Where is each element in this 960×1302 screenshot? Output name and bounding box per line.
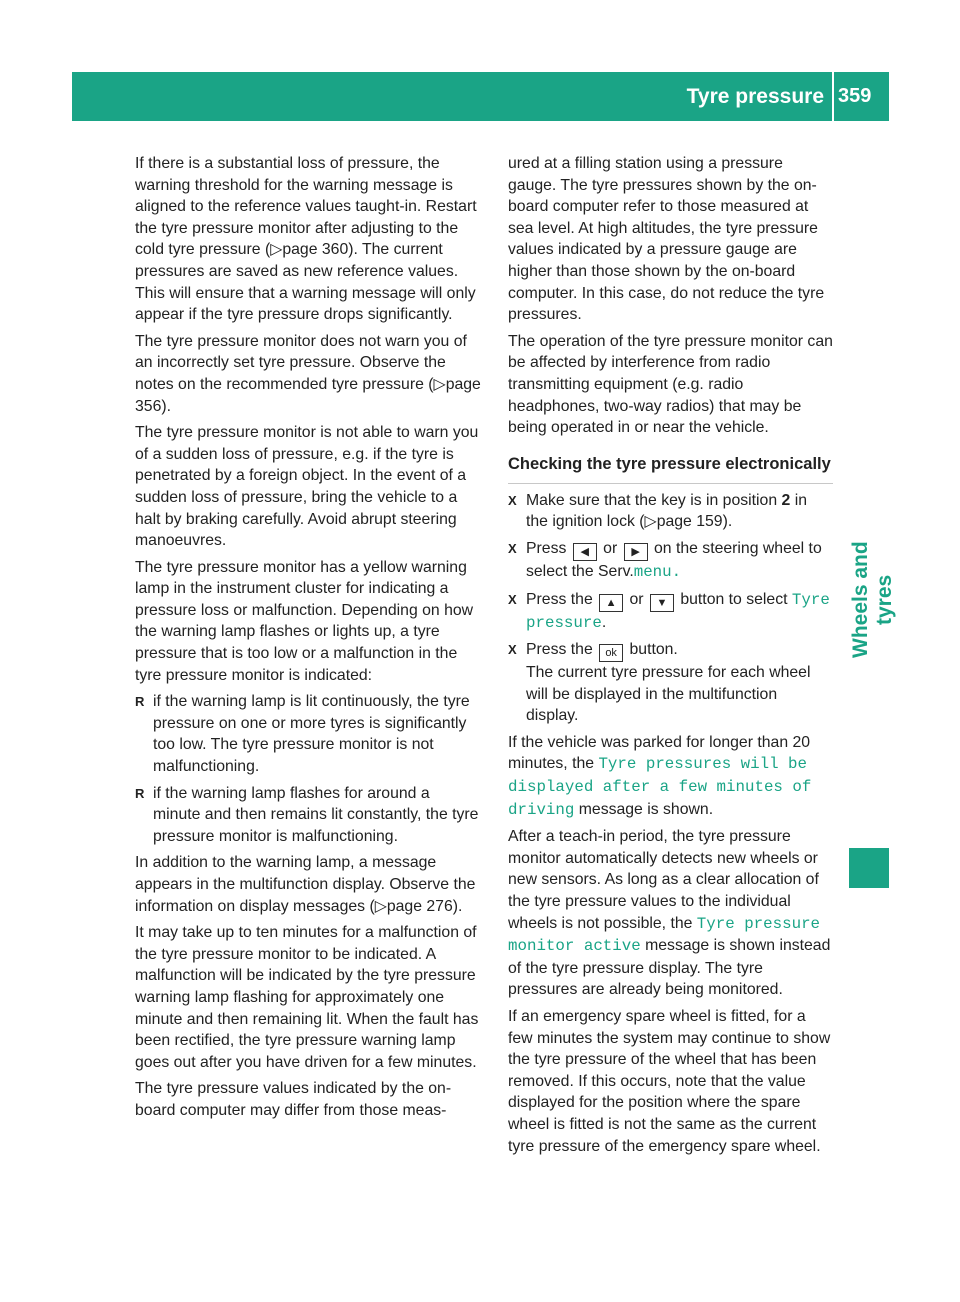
step-item: X Make sure that the key is in position 2 in the ignition lock (▷page 159). [508, 491, 807, 531]
section-tab: Wheels and tyres [849, 541, 896, 659]
step-arrow-icon: X [508, 492, 517, 508]
step-arrow-icon: X [508, 642, 517, 658]
page-ref-icon: ▷ [270, 241, 283, 259]
paragraph: The tyre pressure monitor is not able to warn you of a sudden loss of pressure, e.g. if the tyre is penetrated by a foreign object. In the event of a sudden loss of pressure, bring the vehicle to a halt by braking carefully. Avoid abrupt steering manoeuvres. [135, 424, 479, 550]
step-list [508, 490, 833, 727]
right-column [508, 153, 833, 1162]
paragraph: The operation of the tyre pressure monitor can be affected by interference from radio transmitting equipment (e.g. radio headphones, two-way radios) that may be being operated in or near the vehicle. [508, 332, 833, 437]
step-item: X Press the ok button. The current tyre pressure for each wheel will be displayed in the multifunction display. [508, 641, 811, 725]
step-item: X Press ◀ or ▶ on the steering wheel to select the Serv.menu. [508, 539, 822, 581]
bullet-icon: R [135, 785, 145, 801]
paragraph: ured at a filling station using a pressure gauge. The tyre pressures shown by the on-board computer refer to those measured at sea level. At high altitudes, the tyre pressure values indicated by a pressure gauge are higher than those shown by the on-board computer. In this case, do not reduce the tyre pressures. [508, 155, 825, 324]
list-item: R if the warning lamp flashes for around a minute and then remains lit constantly, the tyre pressure monitor is malfunctioning. [135, 784, 479, 845]
section-heading: Checking the tyre pressure electronically [508, 453, 833, 484]
step-item: X Press the ▲ or ▼ button to select Tyre pressure. [508, 590, 830, 632]
left-column [135, 153, 481, 1127]
page-ref-icon: ▷ [374, 897, 387, 915]
paragraph: It may take up to ten minutes for a malfunction of the tyre pressure monitor to be indicated. A malfunction will be indicated by the tyre pressure warning lamp flashing for approximately one minute and then remaining lit. When the fault has been rectified, the tyre pressure warning lamp goes out after you have driven for a few minutes. [135, 924, 479, 1071]
paragraph: If the vehicle was parked for longer than 20 minutes, the Tyre pressures will be displayed after a few minutes of driving message is shown. [508, 733, 812, 819]
left-key-icon: ◀ [573, 543, 597, 561]
paragraph: The tyre pressure monitor does not warn you of an incorrectly set tyre pressure. Observe the notes on the recommended tyre pressure (▷page 356). [135, 332, 481, 415]
paragraph: The tyre pressure monitor has a yellow warning lamp in the instrument cluster for indicating a pressure loss or malfunction. Depending on how the warning lamp flashes or lights up, a tyre pressure that is too low or a malfunction in the tyre pressure monitor is indicated: [135, 558, 474, 684]
paragraph: After a teach-in period, the tyre pressure monitor automatically detects new wheels or new sensors. As long as a clear allocation of the tyre pressure values to the individual wheels is not possible, the Tyre pressure monitor active message is shown instead of the tyre pressure display. The tyre pressures are already being monitored. [508, 828, 831, 999]
paragraph: If there is a substantial loss of pressure, the warning threshold for the warning message is aligned to the reference values taught-in. Restart the tyre pressure monitor after adjusting to the cold tyre pressure (▷page 360). The current pressures are saved as new reference values. This will ensure that a warning message will only appear if the tyre pressure drops significantly. [135, 155, 477, 324]
step-arrow-icon: X [508, 540, 517, 556]
section-marker [849, 848, 889, 888]
page-ref-icon: ▷ [644, 513, 657, 531]
paragraph: The tyre pressure values indicated by the on-board computer may differ from those meas- [135, 1080, 452, 1119]
paragraph: In addition to the warning lamp, a message appears in the multifunction display. Observe the information on display messages (▷page 276). [135, 854, 476, 915]
page-title: Tyre pressure [686, 85, 824, 108]
list-item: R if the warning lamp is lit continuously, the tyre pressure on one or more tyres is significantly too low. The tyre pressure monitor is not malfunctioning. [135, 693, 470, 776]
bullet-list [135, 691, 481, 847]
down-key-icon: ▼ [650, 594, 674, 612]
ok-key-icon: ok [599, 644, 623, 662]
right-key-icon: ▶ [624, 543, 648, 561]
page-number: 359 [838, 85, 872, 107]
up-key-icon: ▲ [599, 594, 623, 612]
page-ref-icon: ▷ [433, 375, 446, 393]
step-arrow-icon: X [508, 591, 517, 607]
header-divider [832, 72, 834, 121]
paragraph: If an emergency spare wheel is fitted, for a few minutes the system may continue to show the tyre pressure of the wheel that has been removed. If this occurs, note that the value displayed for the position where the spare wheel is fitted is not the same as the current tyre pressure of the emergency spare wheel. [508, 1008, 831, 1155]
bullet-icon: R [135, 694, 145, 710]
